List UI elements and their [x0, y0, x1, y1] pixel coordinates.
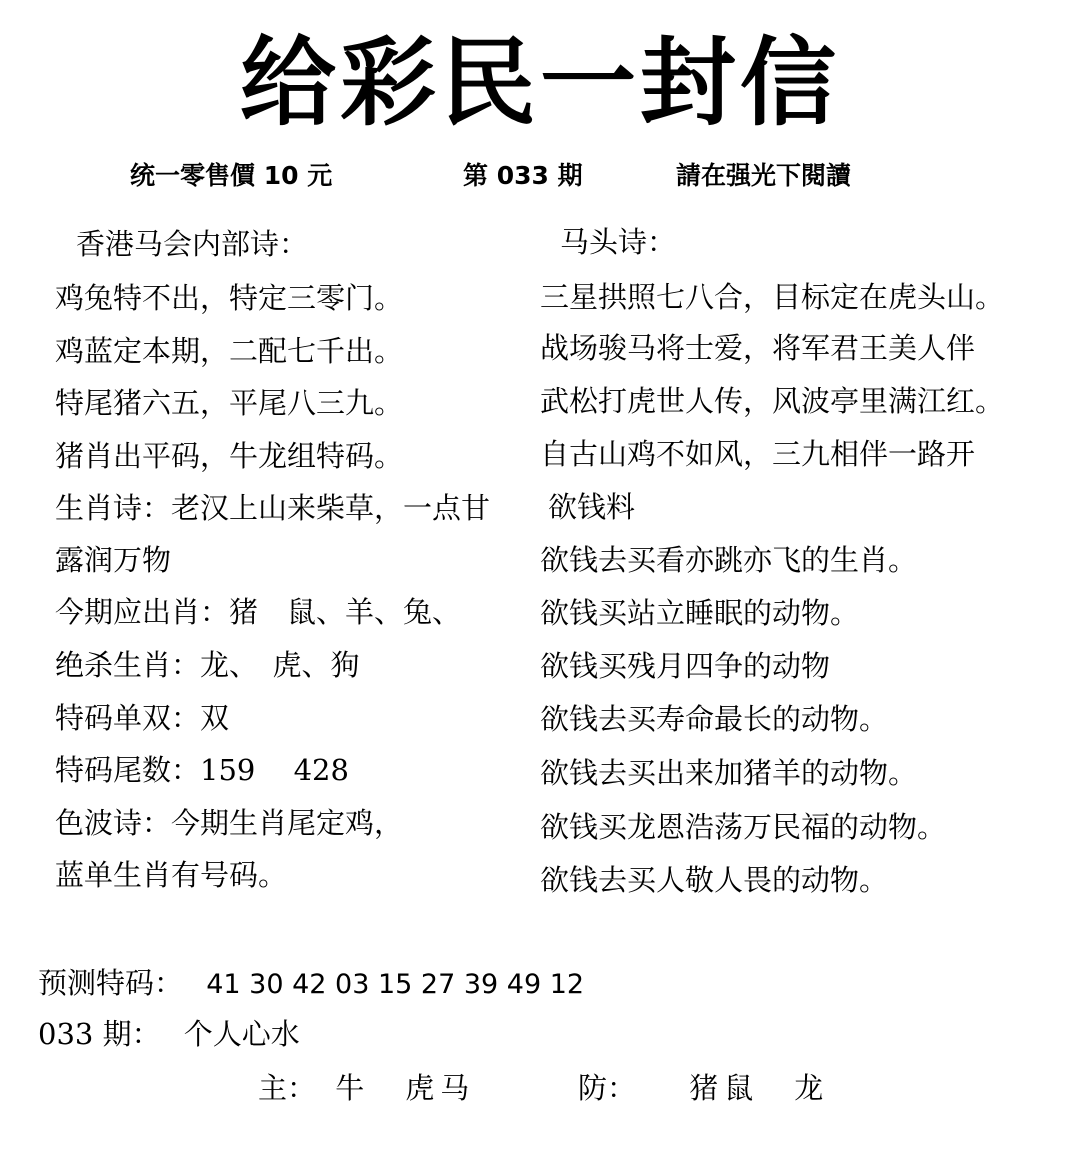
left-line: 鸡蓝定本期，二配七千出。	[55, 334, 404, 368]
left-heading: 香港马会内部诗：	[76, 227, 309, 261]
forecast-row	[38, 965, 584, 1003]
left-line: 鸡兔特不出，特定三零门。	[55, 281, 404, 315]
left-line: 今期应出肖：猪 鼠、羊、兔、	[55, 595, 462, 629]
right-line: 欲钱买站立睡眠的动物。	[540, 596, 860, 630]
left-line: 特尾猪六五，平尾八三九。	[55, 386, 404, 420]
right-line: 武松打虎世人传，风波亭里满江红。	[540, 384, 1005, 418]
guard-pick-value: 猪鼠 龙	[689, 1071, 830, 1105]
personal-text: 个人心水	[183, 1017, 300, 1051]
right-line: 欲钱去买出来加猪羊的动物。	[540, 756, 918, 790]
main-pick-label: 主：	[258, 1071, 317, 1105]
personal-row	[38, 1016, 300, 1052]
reading-note: 請在强光下閱讀	[676, 161, 852, 190]
guard-pick-row	[578, 1070, 829, 1106]
left-line: 生肖诗：老汉上山来柴草，一点甘	[55, 491, 491, 525]
left-line: 特码单双：双	[55, 701, 230, 735]
forecast-label: 预测特码：	[38, 966, 184, 1000]
left-line: 绝杀生肖：龙、 虎、狗	[55, 648, 360, 682]
left-line: 露润万物	[55, 543, 172, 577]
right-line: 三星拱照七八合，目标定在虎头山。	[540, 280, 1005, 314]
right-line: 欲钱料	[548, 490, 636, 524]
left-line: 蓝单生肖有号码。	[55, 858, 288, 892]
right-line: 欲钱去买人敬人畏的动物。	[540, 863, 889, 897]
right-line: 战场骏马将士爱，将军君王美人伴	[540, 331, 976, 365]
left-line: 猪肖出平码，牛龙组特码。	[55, 439, 404, 473]
personal-label: 033 期：	[38, 1017, 161, 1051]
right-heading: 马头诗：	[560, 225, 677, 259]
right-line: 欲钱去买寿命最长的动物。	[540, 702, 889, 736]
right-line: 自古山鸡不如风，三九相伴一路开	[540, 437, 976, 471]
right-line: 欲钱去买看亦跳亦飞的生肖。	[540, 543, 918, 577]
right-line: 欲钱买残月四争的动物	[540, 649, 831, 683]
right-line: 欲钱买龙恩浩荡万民福的动物。	[540, 810, 947, 844]
main-pick-row	[258, 1070, 475, 1106]
left-line: 特码尾数：159 428	[55, 753, 349, 787]
forecast-numbers: 41 30 42 03 15 27 39 49 12	[206, 969, 585, 1000]
page-title: 给彩民一封信	[240, 27, 840, 139]
guard-pick-label: 防：	[578, 1071, 637, 1105]
main-pick-value: 牛 虎马	[335, 1071, 476, 1105]
issue-label: 第 033 期	[463, 161, 583, 190]
left-line: 色波诗：今期生肖尾定鸡，	[55, 806, 404, 840]
price-label: 统一零售價 10 元	[130, 161, 333, 190]
